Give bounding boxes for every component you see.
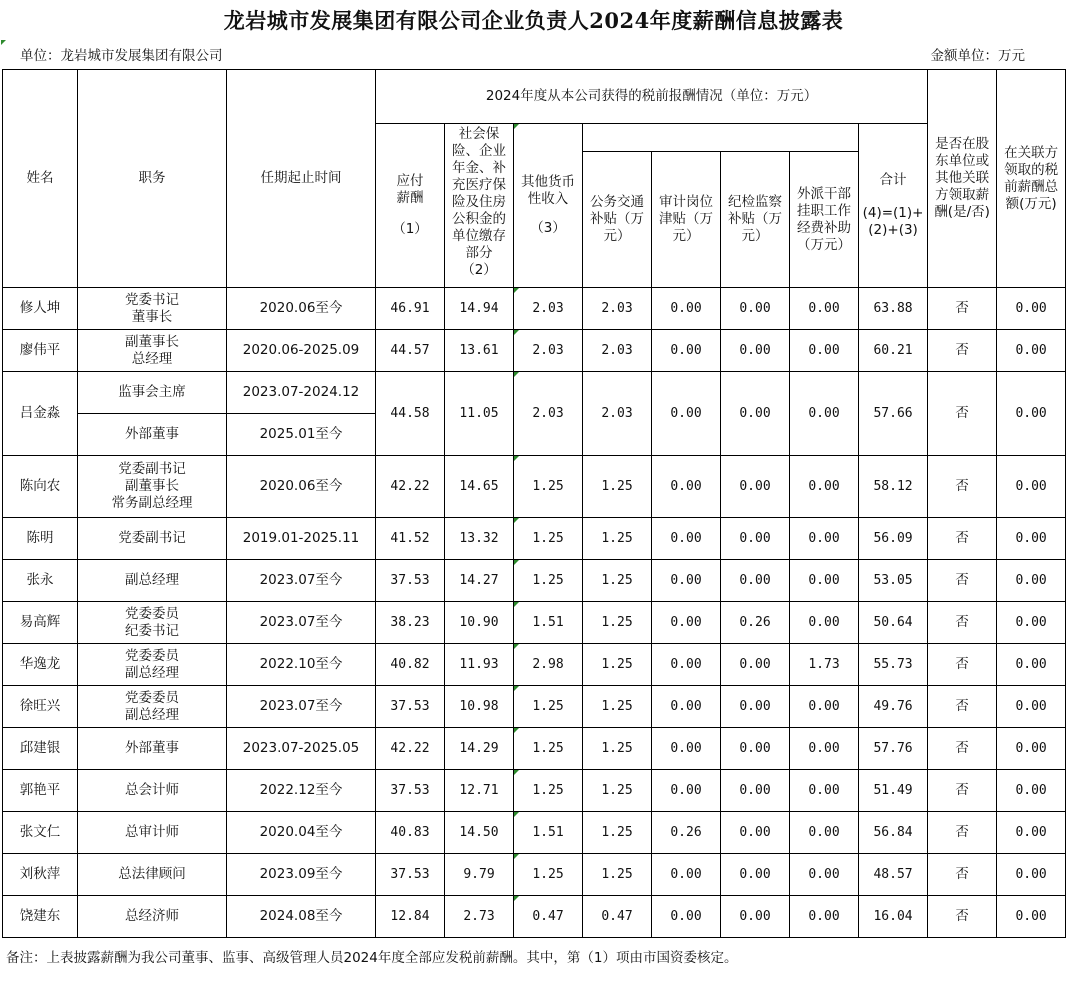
- row-discipline: 0.00: [721, 896, 790, 938]
- row-insurance: 2.73: [445, 896, 514, 938]
- row-dispatch: 0.00: [790, 560, 859, 602]
- row-shareholder: 否: [928, 770, 997, 812]
- row-position: 总法律顾问: [78, 854, 227, 896]
- row-dispatch: 0.00: [790, 372, 859, 456]
- cell-marker: [1, 40, 6, 45]
- header-dispatch: 外派干部挂职工作经费补助（万元）: [790, 152, 859, 288]
- row-traffic: 1.25: [583, 854, 652, 896]
- row-salary: 42.22: [376, 456, 445, 518]
- row-salary: 37.53: [376, 854, 445, 896]
- table-row: [3, 644, 1066, 686]
- table-row: [3, 330, 1066, 372]
- row-related: 0.00: [997, 602, 1066, 644]
- row-salary: 37.53: [376, 770, 445, 812]
- row-audit: 0.00: [652, 288, 721, 330]
- row-shareholder: 否: [928, 456, 997, 518]
- row-total: 50.64: [859, 602, 928, 644]
- header-position: 职务: [78, 70, 227, 288]
- row-name: 陈明: [3, 518, 78, 560]
- row-salary: 12.84: [376, 896, 445, 938]
- row-other: 1.25: [514, 728, 583, 770]
- row-name: 饶建东: [3, 896, 78, 938]
- row-traffic: 2.03: [583, 372, 652, 456]
- row-audit: 0.00: [652, 372, 721, 456]
- row-shareholder: 否: [928, 518, 997, 560]
- table-row: [3, 896, 1066, 938]
- row-audit: 0.00: [652, 518, 721, 560]
- row-shareholder: 否: [928, 602, 997, 644]
- header-other-label: 其他货币性收入: [521, 174, 575, 207]
- row-position: 外部董事: [78, 728, 227, 770]
- row-discipline: 0.00: [721, 518, 790, 560]
- row-total: 56.09: [859, 518, 928, 560]
- row-position: 总经济师: [78, 896, 227, 938]
- row-traffic: 1.25: [583, 602, 652, 644]
- table-row: [3, 686, 1066, 728]
- row-total: 49.76: [859, 686, 928, 728]
- row-total: 63.88: [859, 288, 928, 330]
- row-related: 0.00: [997, 896, 1066, 938]
- row-total: 48.57: [859, 854, 928, 896]
- row-salary: 37.53: [376, 560, 445, 602]
- row-related: 0.00: [997, 770, 1066, 812]
- row-shareholder: 否: [928, 330, 997, 372]
- row-other: 1.25: [514, 518, 583, 560]
- row-related: 0.00: [997, 686, 1066, 728]
- row-audit: 0.00: [652, 330, 721, 372]
- header-salary: [376, 124, 445, 288]
- header-salary-label: 应付薪酬: [396, 173, 424, 206]
- row-term: 2020.06至今: [227, 288, 376, 330]
- row-discipline: 0.00: [721, 812, 790, 854]
- document-title: 龙岩城市发展集团有限公司企业负责人2024年度薪酬信息披露表: [223, 8, 844, 33]
- row-traffic: 1.25: [583, 812, 652, 854]
- row-traffic: 1.25: [583, 644, 652, 686]
- row-position: 副董事长 总经理: [78, 330, 227, 372]
- row-salary: 44.57: [376, 330, 445, 372]
- row-term: 2024.08至今: [227, 896, 376, 938]
- header-group: 2024年度从本公司获得的税前报酬情况（单位：万元）: [376, 70, 928, 124]
- row-traffic: 2.03: [583, 288, 652, 330]
- row-term: 2022.12至今: [227, 770, 376, 812]
- table-row: [3, 854, 1066, 896]
- row-name: 易高辉: [3, 602, 78, 644]
- row-salary: 37.53: [376, 686, 445, 728]
- row-salary: 40.82: [376, 644, 445, 686]
- header-shareholder: 是否在股东单位或其他关联方领取薪酬(是/否): [928, 70, 997, 288]
- row-audit: 0.00: [652, 770, 721, 812]
- row-term: 2023.07-2024.12: [227, 372, 376, 414]
- row-shareholder: 否: [928, 854, 997, 896]
- currency-unit: 金额单位：万元: [930, 48, 1025, 64]
- row-insurance: 12.71: [445, 770, 514, 812]
- row-term: 2023.07至今: [227, 686, 376, 728]
- header-salary-number: （1）: [392, 221, 428, 237]
- row-position: 党委委员 副总经理: [78, 686, 227, 728]
- row-other: 0.47: [514, 896, 583, 938]
- row-total: 58.12: [859, 456, 928, 518]
- row-dispatch: 0.00: [790, 854, 859, 896]
- header-insurance: [445, 124, 514, 288]
- row-related: 0.00: [997, 812, 1066, 854]
- row-related: 0.00: [997, 644, 1066, 686]
- row-name: 张文仁: [3, 812, 78, 854]
- row-total: 51.49: [859, 770, 928, 812]
- header-traffic: 公务交通补贴（万元）: [583, 152, 652, 288]
- row-term: 2025.01至今: [227, 414, 376, 456]
- table-row: [3, 518, 1066, 560]
- row-name: 修人坤: [3, 288, 78, 330]
- row-name: 刘秋萍: [3, 854, 78, 896]
- row-shareholder: 否: [928, 728, 997, 770]
- row-insurance: 13.61: [445, 330, 514, 372]
- row-salary: 40.83: [376, 812, 445, 854]
- header-subgroup: [583, 124, 859, 152]
- row-dispatch: 0.00: [790, 770, 859, 812]
- row-total: 57.76: [859, 728, 928, 770]
- header-audit: 审计岗位津贴（万元）: [652, 152, 721, 288]
- salary-table: [2, 69, 1066, 938]
- row-shareholder: 否: [928, 288, 997, 330]
- row-traffic: 1.25: [583, 770, 652, 812]
- row-term: 2023.07至今: [227, 560, 376, 602]
- row-traffic: 0.47: [583, 896, 652, 938]
- row-related: 0.00: [997, 288, 1066, 330]
- row-term: 2023.07至今: [227, 602, 376, 644]
- header-other-number: （3）: [530, 220, 566, 236]
- row-other: 2.03: [514, 330, 583, 372]
- row-insurance: 14.27: [445, 560, 514, 602]
- row-insurance: 14.94: [445, 288, 514, 330]
- row-dispatch: 0.00: [790, 896, 859, 938]
- row-other: 1.25: [514, 560, 583, 602]
- row-name: 邱建银: [3, 728, 78, 770]
- row-discipline: 0.00: [721, 644, 790, 686]
- row-insurance: 13.32: [445, 518, 514, 560]
- row-position: 党委委员 纪委书记: [78, 602, 227, 644]
- row-position: 党委委员 副总经理: [78, 644, 227, 686]
- row-dispatch: 0.00: [790, 518, 859, 560]
- row-audit: 0.00: [652, 602, 721, 644]
- row-other: 1.25: [514, 456, 583, 518]
- table-row: [3, 602, 1066, 644]
- header-total-label: 合计: [879, 172, 907, 188]
- row-name: 廖伟平: [3, 330, 78, 372]
- row-name: 陈向农: [3, 456, 78, 518]
- row-related: 0.00: [997, 560, 1066, 602]
- row-position: 党委副书记 副董事长 常务副总经理: [78, 456, 227, 518]
- row-position: 党委副书记: [78, 518, 227, 560]
- row-insurance: 10.90: [445, 602, 514, 644]
- table-row: [3, 770, 1066, 812]
- row-dispatch: 0.00: [790, 728, 859, 770]
- row-term: 2020.06-2025.09: [227, 330, 376, 372]
- header-discipline: 纪检监察补贴（万元）: [721, 152, 790, 288]
- row-other: 1.25: [514, 854, 583, 896]
- row-term: 2020.06至今: [227, 456, 376, 518]
- header-total: [859, 124, 928, 288]
- row-total: 53.05: [859, 560, 928, 602]
- row-name: 郭艳平: [3, 770, 78, 812]
- row-total: 16.04: [859, 896, 928, 938]
- row-traffic: 1.25: [583, 686, 652, 728]
- row-insurance: 14.50: [445, 812, 514, 854]
- row-discipline: 0.00: [721, 560, 790, 602]
- row-other: 2.98: [514, 644, 583, 686]
- row-salary: 46.91: [376, 288, 445, 330]
- footnote: 备注：上表披露薪酬为我公司董事、监事、高级管理人员2024年度全部应发税前薪酬。其中，第（1）项由市国资委核定。: [6, 950, 738, 966]
- row-dispatch: 0.00: [790, 812, 859, 854]
- row-related: 0.00: [997, 372, 1066, 456]
- row-shareholder: 否: [928, 686, 997, 728]
- header-related: 在关联方领取的税前薪酬总额(万元): [997, 70, 1066, 288]
- row-term: 2023.07-2025.05: [227, 728, 376, 770]
- table-row: [3, 812, 1066, 854]
- row-name: 张永: [3, 560, 78, 602]
- row-other: 2.03: [514, 372, 583, 456]
- row-position: 监事会主席: [78, 372, 227, 414]
- row-discipline: 0.00: [721, 854, 790, 896]
- row-shareholder: 否: [928, 812, 997, 854]
- row-dispatch: 1.73: [790, 644, 859, 686]
- row-name: 徐旺兴: [3, 686, 78, 728]
- row-other: 1.25: [514, 686, 583, 728]
- row-discipline: 0.26: [721, 602, 790, 644]
- row-insurance: 14.65: [445, 456, 514, 518]
- row-salary: 42.22: [376, 728, 445, 770]
- header-other: [514, 124, 583, 288]
- table-row: [3, 456, 1066, 518]
- row-dispatch: 0.00: [790, 330, 859, 372]
- row-related: 0.00: [997, 330, 1066, 372]
- row-audit: 0.00: [652, 456, 721, 518]
- row-total: 55.73: [859, 644, 928, 686]
- row-audit: 0.00: [652, 728, 721, 770]
- table-row: [3, 560, 1066, 602]
- row-traffic: 1.25: [583, 456, 652, 518]
- row-dispatch: 0.00: [790, 456, 859, 518]
- row-term: 2019.01-2025.11: [227, 518, 376, 560]
- row-other: 1.51: [514, 812, 583, 854]
- row-term: 2023.09至今: [227, 854, 376, 896]
- row-insurance: 14.29: [445, 728, 514, 770]
- table-row: [3, 728, 1066, 770]
- row-traffic: 1.25: [583, 560, 652, 602]
- row-insurance: 11.05: [445, 372, 514, 456]
- row-traffic: 1.25: [583, 728, 652, 770]
- row-total: 57.66: [859, 372, 928, 456]
- row-other: 2.03: [514, 288, 583, 330]
- row-traffic: 1.25: [583, 518, 652, 560]
- row-insurance: 9.79: [445, 854, 514, 896]
- row-other: 1.51: [514, 602, 583, 644]
- row-shareholder: 否: [928, 560, 997, 602]
- table-row: [3, 372, 1066, 414]
- row-discipline: 0.00: [721, 288, 790, 330]
- row-audit: 0.26: [652, 812, 721, 854]
- row-salary: 41.52: [376, 518, 445, 560]
- row-dispatch: 0.00: [790, 686, 859, 728]
- row-shareholder: 否: [928, 372, 997, 456]
- table-row: [3, 288, 1066, 330]
- row-traffic: 2.03: [583, 330, 652, 372]
- row-position: 总审计师: [78, 812, 227, 854]
- row-total: 56.84: [859, 812, 928, 854]
- row-discipline: 0.00: [721, 728, 790, 770]
- row-discipline: 0.00: [721, 686, 790, 728]
- row-total: 60.21: [859, 330, 928, 372]
- issuer-unit: 单位：龙岩城市发展集团有限公司: [20, 48, 223, 64]
- row-position: 副总经理: [78, 560, 227, 602]
- row-discipline: 0.00: [721, 770, 790, 812]
- row-discipline: 0.00: [721, 456, 790, 518]
- header-insurance-number: （2）: [461, 262, 497, 278]
- row-shareholder: 否: [928, 644, 997, 686]
- row-audit: 0.00: [652, 644, 721, 686]
- row-related: 0.00: [997, 456, 1066, 518]
- row-discipline: 0.00: [721, 330, 790, 372]
- row-insurance: 10.98: [445, 686, 514, 728]
- row-audit: 0.00: [652, 896, 721, 938]
- row-salary: 44.58: [376, 372, 445, 456]
- row-position: 党委书记 董事长: [78, 288, 227, 330]
- header-total-formula: (4)=(1)+(2)+(3): [862, 205, 924, 238]
- header-name: 姓名: [3, 70, 78, 288]
- row-related: 0.00: [997, 518, 1066, 560]
- row-salary: 38.23: [376, 602, 445, 644]
- row-term: 2020.04至今: [227, 812, 376, 854]
- row-position: 外部董事: [78, 414, 227, 456]
- row-dispatch: 0.00: [790, 602, 859, 644]
- row-insurance: 11.93: [445, 644, 514, 686]
- row-term: 2022.10至今: [227, 644, 376, 686]
- row-discipline: 0.00: [721, 372, 790, 456]
- row-position: 总会计师: [78, 770, 227, 812]
- row-name: 华逸龙: [3, 644, 78, 686]
- row-related: 0.00: [997, 728, 1066, 770]
- row-related: 0.00: [997, 854, 1066, 896]
- row-audit: 0.00: [652, 854, 721, 896]
- header-term: 任期起止时间: [227, 70, 376, 288]
- row-dispatch: 0.00: [790, 288, 859, 330]
- row-audit: 0.00: [652, 560, 721, 602]
- row-shareholder: 否: [928, 896, 997, 938]
- row-other: 1.25: [514, 770, 583, 812]
- row-name: 吕金淼: [3, 372, 78, 456]
- row-audit: 0.00: [652, 686, 721, 728]
- header-insurance-label: 社会保险、企业年金、补充医疗保险及住房公积金的单位缴存部分: [452, 126, 506, 261]
